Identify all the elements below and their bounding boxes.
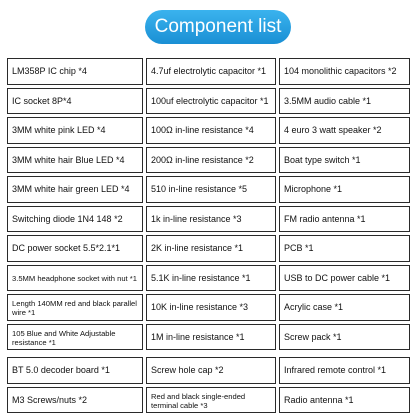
table-cell: 105 Blue and White Adjustable resistance *1 (7, 324, 143, 351)
table-cell: 200Ω in-line resistance *2 (146, 147, 276, 174)
table-cell: Length 140MM red and black parallel wire *1 (7, 294, 143, 321)
table-cell: 4 euro 3 watt speaker *2 (279, 117, 410, 144)
table-cell: DC power socket 5.5*2.1*1 (7, 235, 143, 262)
table-cell: 3MM white hair Blue LED *4 (7, 147, 143, 174)
table-cell: 5.1K in-line resistance *1 (146, 265, 276, 292)
table-cell: Microphone *1 (279, 176, 410, 203)
table-cell: 100Ω in-line resistance *4 (146, 117, 276, 144)
table-cell: Radio antenna *1 (279, 387, 410, 414)
table-cell: Screw pack *1 (279, 324, 410, 351)
table-cell: 1M in-line resistance *1 (146, 324, 276, 351)
table-cell: 2K in-line resistance *1 (146, 235, 276, 262)
page-title: Component list (145, 10, 291, 44)
component-table (7, 58, 410, 413)
table-cell: 3MM white pink LED *4 (7, 117, 143, 144)
table-cell: Infrared remote control *1 (279, 357, 410, 384)
table-cell: IC socket 8P*4 (7, 88, 143, 115)
table-cell: Switching diode 1N4 148 *2 (7, 206, 143, 233)
table-cell: 10K in-line resistance *3 (146, 294, 276, 321)
table-cell: BT 5.0 decoder board *1 (7, 357, 143, 384)
table-cell: LM358P IC chip *4 (7, 58, 143, 85)
table-cell: USB to DC power cable *1 (279, 265, 410, 292)
table-cell: 4.7uf electrolytic capacitor *1 (146, 58, 276, 85)
table-cell: Acrylic case *1 (279, 294, 410, 321)
table-cell: FM radio antenna *1 (279, 206, 410, 233)
table-cell: 1k in-line resistance *3 (146, 206, 276, 233)
table-cell: Boat type switch *1 (279, 147, 410, 174)
table-cell: Red and black single-ended terminal cable *3 (146, 387, 276, 414)
table-cell: 3.5MM audio cable *1 (279, 88, 410, 115)
table-cell: 100uf electrolytic capacitor *1 (146, 88, 276, 115)
table-cell: PCB *1 (279, 235, 410, 262)
table-cell: 510 in-line resistance *5 (146, 176, 276, 203)
table-cell: 3MM white hair green LED *4 (7, 176, 143, 203)
table-cell: M3 Screws/nuts *2 (7, 387, 143, 414)
table-cell: 3.5MM headphone socket with nut *1 (7, 265, 143, 292)
table-cell: 104 monolithic capacitors *2 (279, 58, 410, 85)
table-cell: Screw hole cap *2 (146, 357, 276, 384)
